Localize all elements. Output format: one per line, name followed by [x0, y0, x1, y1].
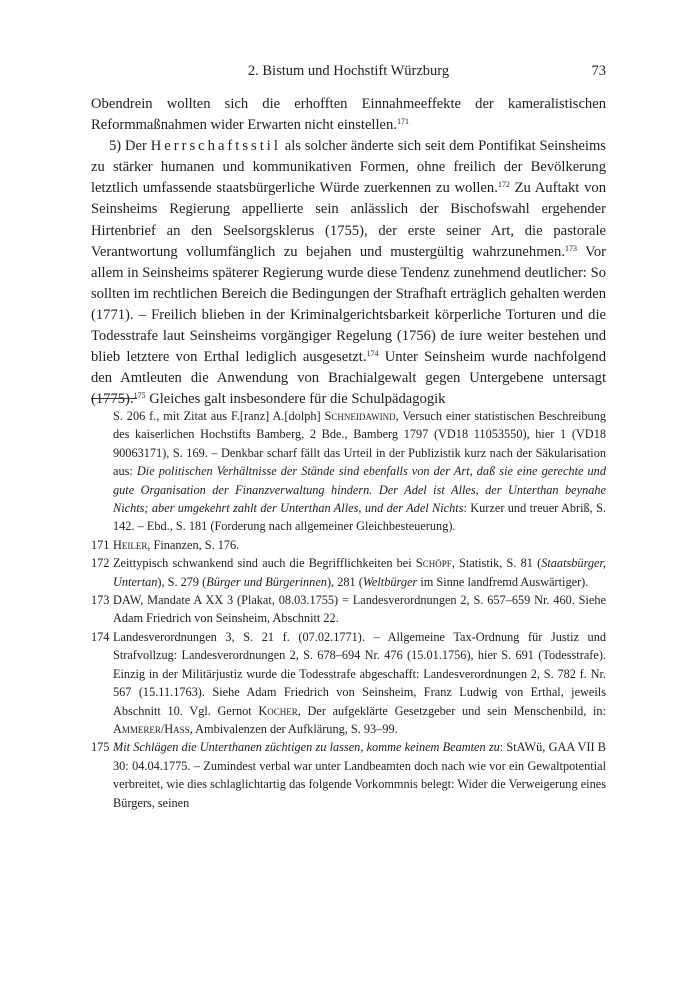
footnote-divider [91, 398, 137, 399]
footnote-173 [91, 591, 606, 628]
italic-term: Bürger und Bürgerinnen [206, 574, 327, 589]
italic-term: Staatsbürger, Untertan [113, 556, 606, 589]
paragraph-2-s3: Vor allem in Seinsheims späterer Regierung wurde diese Tendenz zunehmend deutlicher: So sollten im rechtlichen Bereich die Bedingungen der Strafhaft erträglich gehalten werden (1771). – Freilich blieben in der Kriminalgerichtsbarkeit körperliche Torturen und die Todesstrafe laut Seinsheims vorgängiger Regelung (1756) de iure weiter bestehen und blieb letztere von Erthal lediglich ausgesetzt. [91, 243, 606, 366]
running-header [91, 60, 606, 82]
footnote-number: 175 [91, 740, 110, 755]
footnote-cont-part-c: : Kurzer und treuer Abriß, S. 142. – Ebd., S. 181 (Forderung nach allgemeiner Gleichbesteuerung). [113, 501, 606, 534]
spaced-term: Herrschaftsstil [150, 138, 281, 155]
paragraph-2-s4: Unter Seinsheim wurde nachfolgend den Amtleuten die Anwendung von Brachialgewalt gegen Untergebene untersagt (1775). [91, 349, 606, 408]
footnote-continuation [91, 407, 606, 536]
footnote-text: Landesverordnungen 3, S. 21 f. (07.02.1771). – Allgemeine Tax-Ordnung für Justiz und Strafvollzug: Landesverordnungen 2, S. 678–694 Nr. 476 (15.01.1756), hier S. 691 (Todesstrafe). Einzig in der Militärjustiz wurde die Todesstrafe abgeschafft: Landesverordnungen 2, S. 782 f. Nr. 567 (15.11.1763). Siehe Adam Friedrich von Seinsheim, Franz Ludwig von Erthal, jeweils Abschnitt 10. Vgl. Gernot [113, 629, 606, 718]
footnote-text: Zeittypisch schwankend sind auch die Begrifflichkeiten bei [113, 556, 416, 571]
footnote-ref-171[interactable]: 171 [396, 117, 409, 127]
footnote-text: DAW, Mandate A XX 3 (Plakat, 08.03.1755) = Landesverordnungen 2, S. 657–659 Nr. 460. Siehe Adam Friedrich von Seinsheim, Abschnitt 22. [113, 593, 606, 626]
author-name: Heiler [113, 537, 148, 552]
footnote-text: , Finanzen, S. 176. [147, 537, 240, 552]
footnote-ref-173[interactable]: 173 [564, 243, 577, 253]
footnotes [91, 407, 606, 812]
footnote-text: , Statistik, S. 81 ( [451, 556, 542, 571]
paragraph-1 [91, 94, 606, 136]
author-name: Schöpf [415, 556, 452, 571]
paragraph-2-s5: Gleiches galt insbesondere für die Schulpädagogik [145, 391, 446, 408]
footnote-cont-part-b: , Versuch einer statistischen Beschreibung des kaiserlichen Hochstifts Bamberg, 2 Bde., Bamberg 1797 (VD18 11053550), hier 1 (VD18 90063171), S. 169. – Denkbar scharf fällt das Urteil in der Publizistik kurz nach der Säkularisation aus: [113, 409, 606, 479]
author-name: Schneidawind [324, 409, 396, 423]
footnote-text: im Sinne landfremd Auswärtiger). [417, 574, 589, 589]
running-title: 2. Bistum und Hochstift Würzburg [247, 63, 450, 79]
footnote-cont-part-a: S. 206 f., mit Zitat aus F.[ranz] A.[dolph] [113, 409, 325, 423]
paragraph-2 [91, 136, 606, 410]
footnote-171 [91, 536, 606, 554]
footnote-number: 171 [91, 537, 110, 552]
footnote-cont-quote: Die politischen Verhältnisse der Stände sind ebenfalls von der Art, daß sie eine gerechte und gute Organisation der Finanzverwaltung hindern. Der Adel ist Alles, der Unterthan beynahe Nichts; aber umgekehrt zahlt der Unterthan Alles, und der Adel Nichts [113, 464, 606, 516]
footnote-quote: Mit Schlägen die Unterthanen züchtigen zu lassen, komme keinem Beamten zu [113, 740, 500, 755]
footnote-175 [91, 738, 606, 812]
footnote-text: ), S. 279 ( [157, 574, 207, 589]
footnote-text: ), 281 ( [326, 574, 363, 589]
italic-term: Weltbürger [362, 574, 418, 589]
author-name: Ammerer/Hass [113, 721, 190, 736]
paragraph-1-text: Obendrein wollten sich die erhofften Einnahmeeffekte der kameralistischen Reformmaßnahmen wider Erwarten nicht einstellen. [91, 96, 606, 134]
footnote-number: 174 [91, 629, 110, 644]
footnote-172 [91, 554, 606, 591]
footnote-number: 173 [91, 593, 110, 608]
footnote-ref-174[interactable]: 174 [366, 349, 379, 359]
main-text [91, 94, 606, 410]
footnote-174 [91, 628, 606, 738]
footnote-ref-172[interactable]: 172 [497, 180, 510, 190]
footnote-text: , Ambivalenzen der Aufklärung, S. 93–99. [189, 721, 398, 736]
paragraph-2-lead: 5) Der [109, 138, 151, 155]
footnote-ref-175[interactable]: 175 [133, 391, 146, 401]
footnote-text: , Der aufgeklärte Gesetzgeber und sein Menschenbild, in: [297, 703, 606, 718]
page-number: 73 [591, 63, 606, 79]
paragraph-2-s2: Zu Auftakt von Seinsheims Regierung appellierte sein anlässlich der Bischofswahl ergehender Hirtenbrief an den Seelsorgsklerus (1755), der erste seiner Art, die pastorale Verantwortung vollumfänglich zu bejahen und mustergültig wahrzunehmen. [91, 180, 606, 260]
author-name: Kocher [258, 703, 298, 718]
footnote-number: 172 [91, 556, 110, 571]
footnote-text: : StAWü, GAA VII B 30: 04.04.1775. – Zumindest verbal war unter Landbeamten doch nach wie vor ein Gewaltpotential verbreitet, wie dies schlaglichtartig das folgende Vorkommnis belegt: Wider die Verweigerung eines Bürgers, seinen [113, 740, 606, 810]
paragraph-2-s1: als solcher änderte sich seit dem Pontifikat Seinsheims zu stärker humanen und kommunikativen Formen, ohne freilich der Bevölkerung letztlich umfassende staatsbürgerliche Würde zuerkennen zu wollen. [91, 138, 606, 197]
